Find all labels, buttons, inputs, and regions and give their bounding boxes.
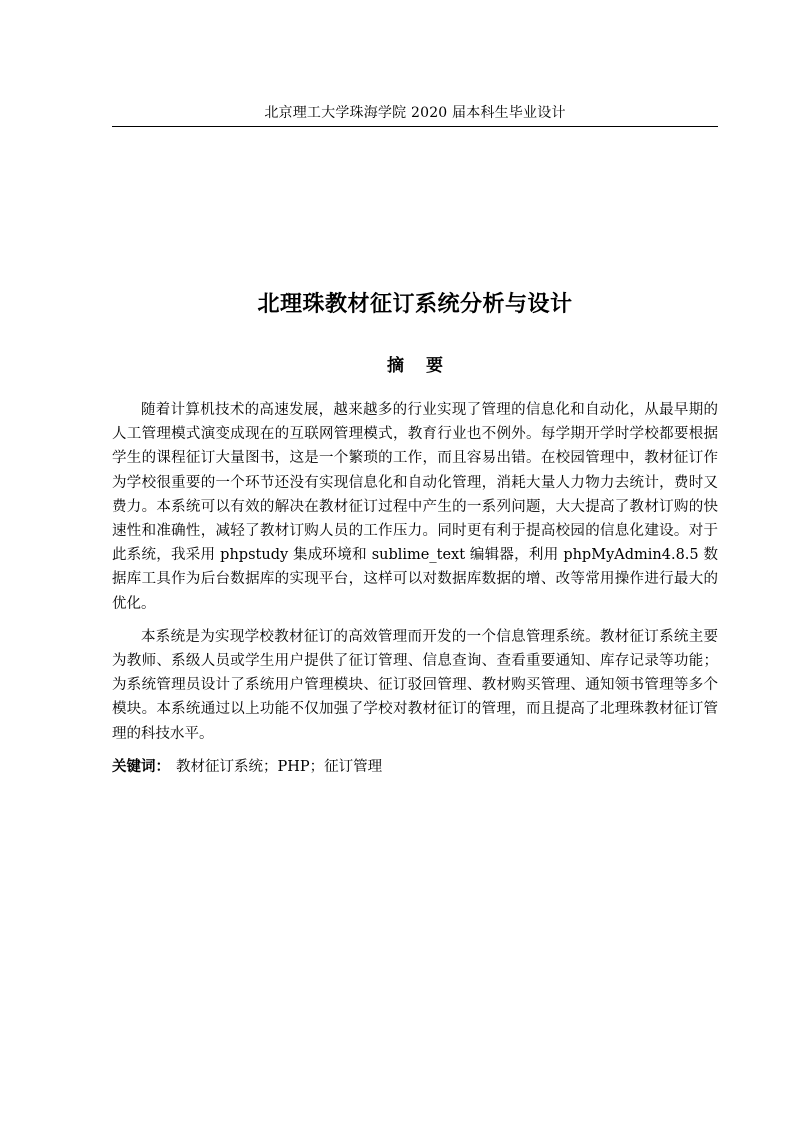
abstract-paragraph-1: 随着计算机技术的高速发展，越来越多的行业实现了管理的信息化和自动化，从最早期的人工管理模式演变成现在的互联网管理模式，教育行业也不例外。每学期开学时学校都要根据学生的课程征订大量图书，这是一个繁琐的工作，而且容易出错。在校园管理中，教材征订作为学校很重要的一个环节还没有实现信息化和自动化管理，消耗大量人力物力去统计，费时又费力。本系统可以有效的解决在教材征订过程中产生的一系列问题，大大提高了教材订购的快速性和准确性，减轻了教材订购人员的工作压力。同时更有利于提高校园的信息化建设。对于此系统，我采用 phpstudy 集成环境和 sublime_text 编辑器，利用 phpMyAdmin4.8.5 数据库工具作为后台数据库的实现平台，这样可以对数据库数据的增、改等常用操作进行最大的优化。 bbox=[112, 402, 718, 612]
document-title: 北理珠教材征订系统分析与设计 bbox=[257, 291, 573, 317]
abstract-heading: 摘要 bbox=[387, 356, 465, 376]
keywords-label: 关键词： bbox=[112, 757, 170, 775]
abstract-paragraph-2: 本系统是为实现学校教材征订的高效管理而开发的一个信息管理系统。教材征订系统主要为教师、系级人员或学生用户提供了征订管理、信息查询、查看重要通知、库存记录等功能；为系统管理员设计了系统用户管理模块、征订驳回管理、教材购买管理、通知领书管理等多个模块。本系统通过以上功能不仅加强了学校对教材征订的管理，而且提高了北理珠教材征订管理的科技水平。 bbox=[112, 628, 718, 742]
running-header: 北京理工大学珠海学院 2020 届本科生毕业设计 bbox=[264, 105, 566, 121]
header-rule bbox=[112, 126, 718, 127]
keywords-line bbox=[112, 755, 718, 779]
abstract-body bbox=[112, 398, 718, 779]
keywords-value: 教材征订系统；PHP；征订管理 bbox=[176, 758, 383, 775]
